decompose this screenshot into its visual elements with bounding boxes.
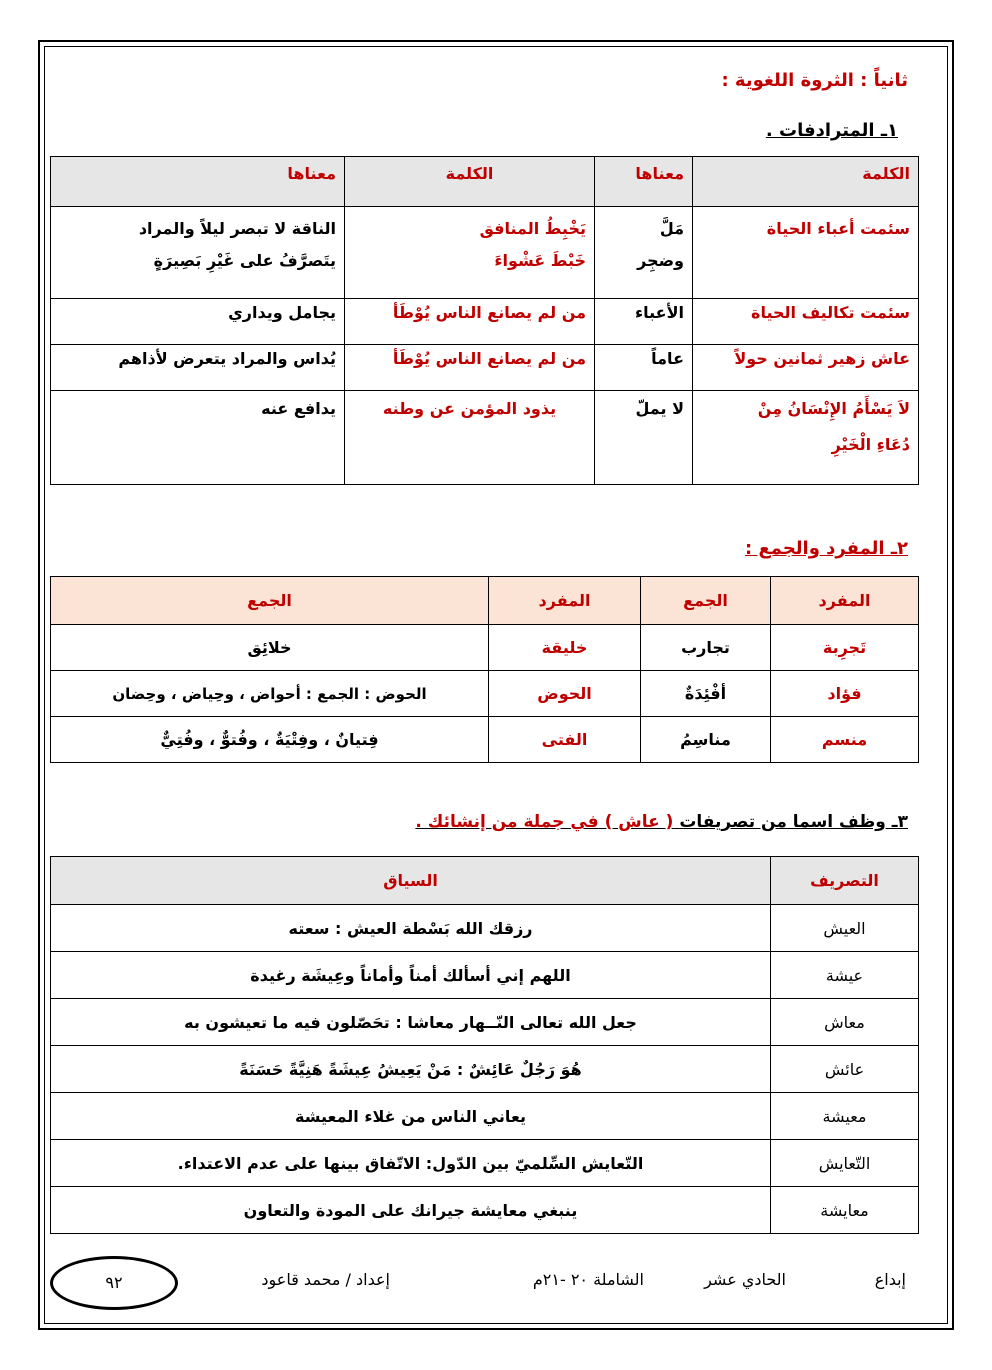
table-row (51, 1140, 919, 1187)
meaning-text: يُداس والمراد يتعرض لأذاهم (118, 349, 336, 368)
form-cell: معاش (771, 999, 919, 1046)
plural-cell: خلائِق (51, 625, 489, 671)
word-text: سئمت أعباء الحياة (766, 219, 910, 238)
derivations-title-part2: في جملة من إنشائك . (415, 812, 599, 832)
derivations-table (50, 856, 919, 1234)
form-cell: عائش (771, 1046, 919, 1093)
context-cell: رزقك الله بَسْطة العيش : سعته (51, 905, 771, 952)
table-row (51, 345, 919, 391)
singular-plural-table (50, 576, 919, 763)
word-cell (345, 391, 595, 485)
singular-cell: منسم (771, 717, 919, 763)
meaning-cell (51, 207, 345, 299)
synonyms-table (50, 156, 919, 485)
table-row (51, 207, 919, 299)
form-cell: التّعايش (771, 1140, 919, 1187)
table-row (51, 157, 919, 207)
page-number: ٩٢ (50, 1256, 178, 1310)
meaning-text: الأعباء (634, 303, 684, 322)
context-cell: يعاني الناس من غلاء المعيشة (51, 1093, 771, 1140)
meaning-text: وضجِر (637, 251, 684, 270)
form-cell: العيش (771, 905, 919, 952)
singular-cell: فؤاد (771, 671, 919, 717)
context-cell: ينبغي معايشة جيرانك على المودة والتعاون (51, 1187, 771, 1234)
table-row (51, 577, 919, 625)
word-cell (693, 299, 919, 345)
table-row (51, 905, 919, 952)
singular-cell: تَجرِبة (771, 625, 919, 671)
meaning-text: مَلَّ (659, 219, 684, 238)
col-header-word: الكلمة (693, 157, 919, 207)
table-row (51, 1046, 919, 1093)
table-row (51, 625, 919, 671)
word-cell (693, 391, 919, 485)
meaning-text: الناقة لا تبصر ليلاً والمراد (138, 219, 336, 238)
table-row (51, 717, 919, 763)
form-cell: عيشة (771, 952, 919, 999)
word-text: من لم يصانع الناس يُوْطَأ (392, 303, 586, 322)
derivations-title-part1: ٣ـ وظف اسما من تصريفات (679, 812, 908, 832)
synonyms-title: ١ـ المترادفات . (765, 120, 898, 141)
col-header-plural: الجمع (641, 577, 771, 625)
footer-author: إعداد / محمد قاعود (261, 1270, 390, 1289)
col-header-singular: المفرد (489, 577, 641, 625)
col-header-word: الكلمة (345, 157, 595, 207)
singular-plural-title: ٢ـ المفرد والجمع : (745, 538, 908, 559)
word-text: يذود المؤمن عن وطنه (382, 399, 557, 418)
word-cell (693, 207, 919, 299)
footer-book: الشاملة ٢٠ -٢١م (532, 1270, 644, 1289)
word-text: لاَ يَسْأَمُ الإِنْسَانُ مِنْ (757, 399, 910, 418)
plural-cell: مناسِمُ (641, 717, 771, 763)
col-header-context: السياق (51, 857, 771, 905)
footer-grade: الحادي عشر (704, 1270, 786, 1289)
meaning-text: يجامل ويداري (228, 303, 336, 322)
plural-cell: الحوض : الجمع : أحواض ، وحِياض ، وحِضان (51, 671, 489, 717)
word-text: دُعَاءِ الْخَيْرِ (831, 435, 910, 454)
meaning-cell (51, 345, 345, 391)
word-cell (693, 345, 919, 391)
col-header-form: التصريف (771, 857, 919, 905)
word-text: سئمت تكاليف الحياة (751, 303, 910, 322)
word-cell (345, 299, 595, 345)
meaning-cell (51, 299, 345, 345)
meaning-text: يدافع عنه (261, 399, 336, 418)
plural-cell: فِتيانٌ ، وفِتْيَةٌ ، وفُتوٌّ ، وفُتِيٌّ (51, 717, 489, 763)
plural-cell: أفْئِدَةٌ (641, 671, 771, 717)
col-header-plural: الجمع (51, 577, 489, 625)
meaning-cell (595, 207, 693, 299)
word-text: يَخْبِطُ المنافق (479, 219, 586, 238)
meaning-cell (595, 391, 693, 485)
meaning-text: عاماً (651, 349, 684, 368)
word-cell (345, 345, 595, 391)
col-header-meaning: معناها (51, 157, 345, 207)
singular-cell: خليقة (489, 625, 641, 671)
footer-ibdaa: إبداع (874, 1270, 906, 1289)
table-row (51, 1187, 919, 1234)
context-cell: هُوَ رَجُلٌ عَائِشٌ : مَنْ يَعِيشُ عِيشَةً هَنِيَّةً حَسَنَةً (51, 1046, 771, 1093)
singular-cell: الحوض (489, 671, 641, 717)
derivations-title-word: ( عاش ) (604, 812, 674, 832)
word-text: خَبْطَ عَشْواءَ (494, 251, 586, 270)
context-cell: جعل الله تعالى النّــهار معاشا : تحَصّلون فيه ما تعيشون به (51, 999, 771, 1046)
table-row (51, 952, 919, 999)
col-header-meaning: معناها (595, 157, 693, 207)
table-row (51, 391, 919, 485)
word-text: من لم يصانع الناس يُوْطَأ (392, 349, 586, 368)
section-title: ثانياً : الثروة اللغوية : (721, 70, 908, 91)
table-row (51, 999, 919, 1046)
singular-cell: الفتى (489, 717, 641, 763)
context-cell: التّعايش السِّلميّ بين الدّول: الاتّفاق بينها على عدم الاعتداء. (51, 1140, 771, 1187)
derivations-title (415, 812, 908, 832)
meaning-text: يتَصرَّفُ على غَيْرِ بَصِيرَةٍ (153, 251, 336, 270)
meaning-cell (595, 299, 693, 345)
meaning-cell (595, 345, 693, 391)
form-cell: معيشة (771, 1093, 919, 1140)
meaning-cell (51, 391, 345, 485)
table-row (51, 1093, 919, 1140)
table-row (51, 857, 919, 905)
table-row (51, 671, 919, 717)
plural-cell: تجارب (641, 625, 771, 671)
word-text: عاش زهير ثمانين حولاً (734, 349, 910, 368)
word-cell (345, 207, 595, 299)
col-header-singular: المفرد (771, 577, 919, 625)
context-cell: اللهم إني أسألك أمناً وأماناً وعِيشَة رغيدة (51, 952, 771, 999)
form-cell: معايشة (771, 1187, 919, 1234)
table-row (51, 299, 919, 345)
meaning-text: لا يملّ (635, 399, 684, 418)
